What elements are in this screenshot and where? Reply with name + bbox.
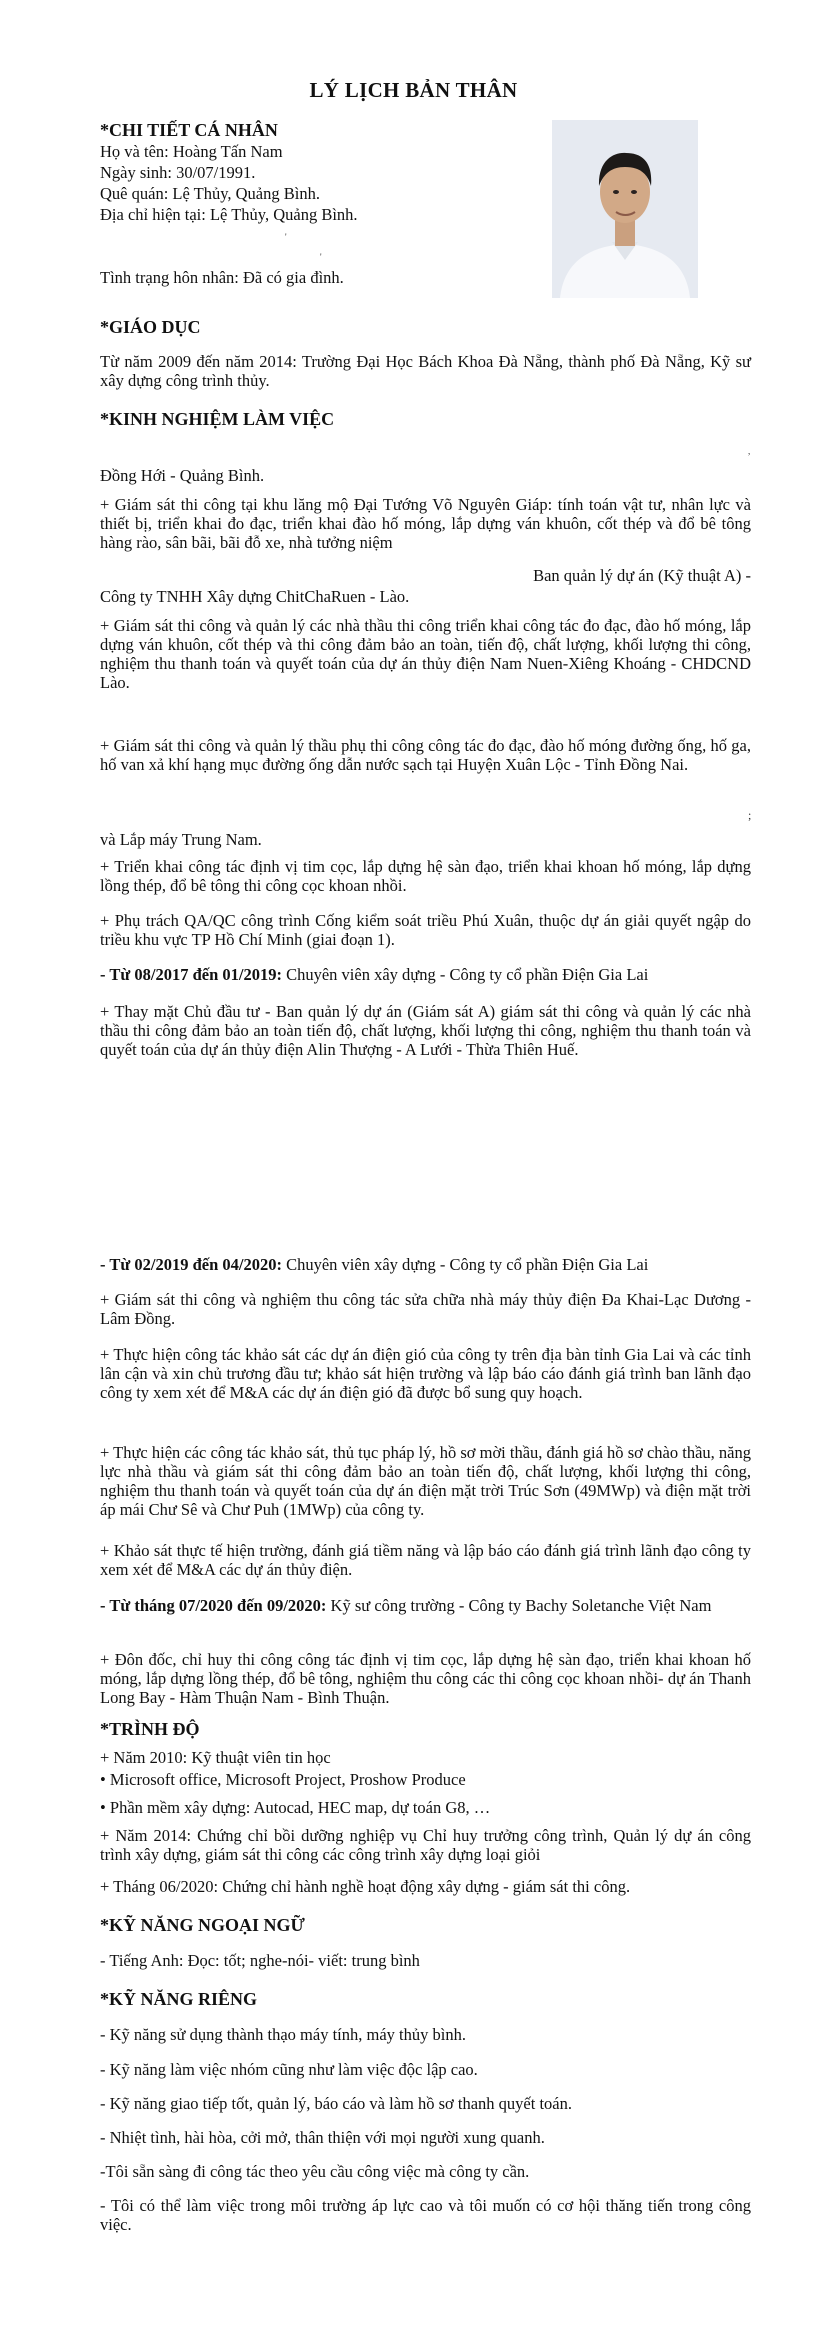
profile-photo [552,120,698,298]
stray-mark: ; [748,808,752,822]
experience-paragraph: + Thay mặt Chủ đầu tư - Ban quản lý dự án (Giám sát A) giám sát thi công và quản lý các nhà thầu thi công đảm bảo an toàn tiến độ, chất lượng, khối lượng thi công, nghiệm thu thanh toán và quyết toán của dự án thủy điện Alin Thượng - A Lưới - Thừa Thiên Huế. [100,1002,751,1059]
personal-hometown: Quê quán: Lệ Thủy, Quảng Bình. [100,184,320,203]
job-period: - Từ 02/2019 đến 04/2020: [100,1255,282,1274]
stray-mark: , [748,446,751,456]
skill-item: - Tôi có thể làm việc trong môi trường áp lực cao và tôi muốn có cơ hội thăng tiến trong công việc. [100,2196,751,2234]
experience-paragraph: + Phụ trách QA/QC công trình Cống kiểm soát triều Phú Xuân, thuộc dự án giải quyết ngập do triều khu vực TP Hồ Chí Minh (giai đoạn 1). [100,911,751,949]
skill-item: - Kỹ năng làm việc nhóm cũng như làm việc độc lập cao. [100,2060,478,2079]
job-role: Kỹ sư công trường - Công ty Bachy Soletanche Việt Nam [326,1596,712,1615]
personal-heading: *CHI TIẾT CÁ NHÂN [100,120,278,140]
experience-paragraph: + Giám sát thi công và quản lý các nhà thầu thi công triển khai công tác đo đạc, đào hố móng, lắp dựng ván khuôn, cốt thép và thi công đảm bảo an toàn, tiến độ, chất lượng, khối lượng thi công, nghiệm thu thanh toán và quyết toán của dự án thủy điện Nam Nuen-Xiêng Khoáng - CHDCND Lào. [100,616,751,692]
experience-paragraph: Đồng Hới - Quảng Bình. [100,466,265,485]
experience-paragraph: + Triển khai công tác định vị tim cọc, lắp dựng hệ sàn đạo, triển khai khoan hố móng, lắp dựng lồng thép, đổ bê tông thi công cọc khoan nhồi. [100,857,751,895]
experience-paragraph: và Lắp máy Trung Nam. [100,830,262,849]
job-role: Chuyên viên xây dựng - Công ty cổ phần Điện Gia Lai [281,1255,649,1274]
job-period: - Từ tháng 07/2020 đến 09/2020: [100,1596,327,1615]
qualification-item: • Phần mềm xây dựng: Autocad, HEC map, dự toán G8, … [100,1798,491,1817]
education-text: Từ năm 2009 đến năm 2014: Trường Đại Học Bách Khoa Đà Nẵng, thành phố Đà Nẵng, Kỹ sư xây dựng công trình thủy. [100,352,751,390]
experience-paragraph: Ban quản lý dự án (Kỹ thuật A) - [533,566,751,585]
personal-dob: Ngày sinh: 30/07/1991. [100,163,256,182]
experience-job-title [100,965,751,984]
skill-item: -Tôi sẵn sàng đi công tác theo yêu cầu công việc mà công ty cần. [100,2162,530,2181]
experience-paragraph: + Khảo sát thực tế hiện trường, đánh giá tiềm năng và lập báo cáo đánh giá trình lãnh đạo công ty xem xét để M&A các dự án thủy điện. [100,1541,751,1579]
qualifications-heading: *TRÌNH ĐỘ [100,1719,200,1739]
qualification-item: + Năm 2014: Chứng chỉ bồi dưỡng nghiệp vụ Chỉ huy trưởng công trình, Quản lý dự án công trình xây dựng, giám sát thi công các công trình xây dựng loại giỏi [100,1826,751,1864]
personal-name: Họ và tên: Hoàng Tấn Nam [100,142,283,161]
skill-item: - Kỹ năng giao tiếp tốt, quản lý, báo cáo và làm hồ sơ thanh quyết toán. [100,2094,572,2113]
qualification-item: + Tháng 06/2020: Chứng chỉ hành nghề hoạt động xây dựng - giám sát thi công. [100,1877,631,1896]
experience-paragraph: + Thực hiện công tác khảo sát các dự án điện gió của công ty trên địa bàn tỉnh Gia Lai và các tỉnh lân cận và xin chủ trương đầu tư; khảo sát hiện trường và lập báo cáo đánh giá trình ban lãnh đạo công ty xem xét để M&A các dự án điện gió đã được bổ sung quy hoạch. [100,1345,751,1402]
skill-item: - Kỹ năng sử dụng thành thạo máy tính, máy thủy bình. [100,2025,466,2044]
language-heading: *KỸ NĂNG NGOẠI NGỮ [100,1915,305,1935]
experience-job-title [100,1255,751,1274]
job-role: Chuyên viên xây dựng - Công ty cổ phần Điện Gia Lai [281,965,649,984]
skill-item: - Nhiệt tình, hài hòa, cởi mở, thân thiện với mọi người xung quanh. [100,2128,545,2147]
experience-paragraph: + Đôn đốc, chỉ huy thi công công tác định vị tim cọc, lắp dựng hệ sàn đạo, triển khai khoan hố móng, lắp dựng lồng thép, đổ bê tông, nghiệm thu công các thi công cọc khoan nhồi- dự án Thanh Long Bay - Hàm Thuận Nam - Bình Thuận. [100,1650,751,1707]
job-period: - Từ 08/2017 đến 01/2019: [100,965,282,984]
experience-paragraph: Công ty TNHH Xây dựng ChitChaRuen - Lào. [100,587,410,606]
personal-address: Địa chỉ hiện tại: Lệ Thủy, Quảng Bình. [100,205,358,224]
language-item: - Tiếng Anh: Đọc: tốt; nghe-nói- viết: trung bình [100,1951,420,1970]
personal-marital: Tình trạng hôn nhân: Đã có gia đình. [100,268,344,287]
portrait-image [552,120,698,298]
experience-paragraph: + Giám sát thi công và quản lý thầu phụ thi công công tác đo đạc, đào hố móng đường ống, hố ga, hố van xả khí hạng mục đường ống dẫn nước sạch tại Huyện Xuân Lộc - Tỉnh Đồng Nai. [100,736,751,774]
qualification-item: • Microsoft office, Microsoft Project, Proshow Produce [100,1770,466,1789]
skills-heading: *KỸ NĂNG RIÊNG [100,1989,258,2009]
experience-heading: *KINH NGHIỆM LÀM VIỆC [100,409,335,429]
education-heading: *GIÁO DỤC [100,317,201,337]
experience-paragraph: + Giám sát thi công và nghiệm thu công tác sửa chữa nhà máy thủy điện Đa Khai-Lạc Dương - Lâm Đồng. [100,1290,751,1328]
experience-job-title [100,1596,751,1615]
qualification-item: + Năm 2010: Kỹ thuật viên tin học [100,1748,331,1767]
experience-paragraph: + Thực hiện các công tác khảo sát, thủ tục pháp lý, hồ sơ mời thầu, đánh giá hồ sơ chào thầu, năng lực nhà thầu và giám sát thi công đảm bảo an toàn tiến độ, chất lượng, khối lượng thi công, nghiệm thu thanh toán và quyết toán của dự án điện mặt trời Trúc Sơn (49MWp) và điện mặt trời áp mái Chư Sê và Chư Puh (1MWp) của công ty. [100,1443,751,1519]
experience-paragraph: + Giám sát thi công tại khu lăng mộ Đại Tướng Võ Nguyên Giáp: tính toán vật tư, nhân lực và thiết bị, triển khai đo đạc, triển khai đào hố móng, lắp dựng ván khuôn, cốt thép và đổ bê tông hàng rào, sân bãi, bãi đỗ xe, nhà tưởng niệm [100,495,751,552]
stray-mark: ' [320,252,322,262]
page-title: LÝ LỊCH BẢN THÂN [309,78,518,102]
stray-mark: ' [285,232,287,242]
